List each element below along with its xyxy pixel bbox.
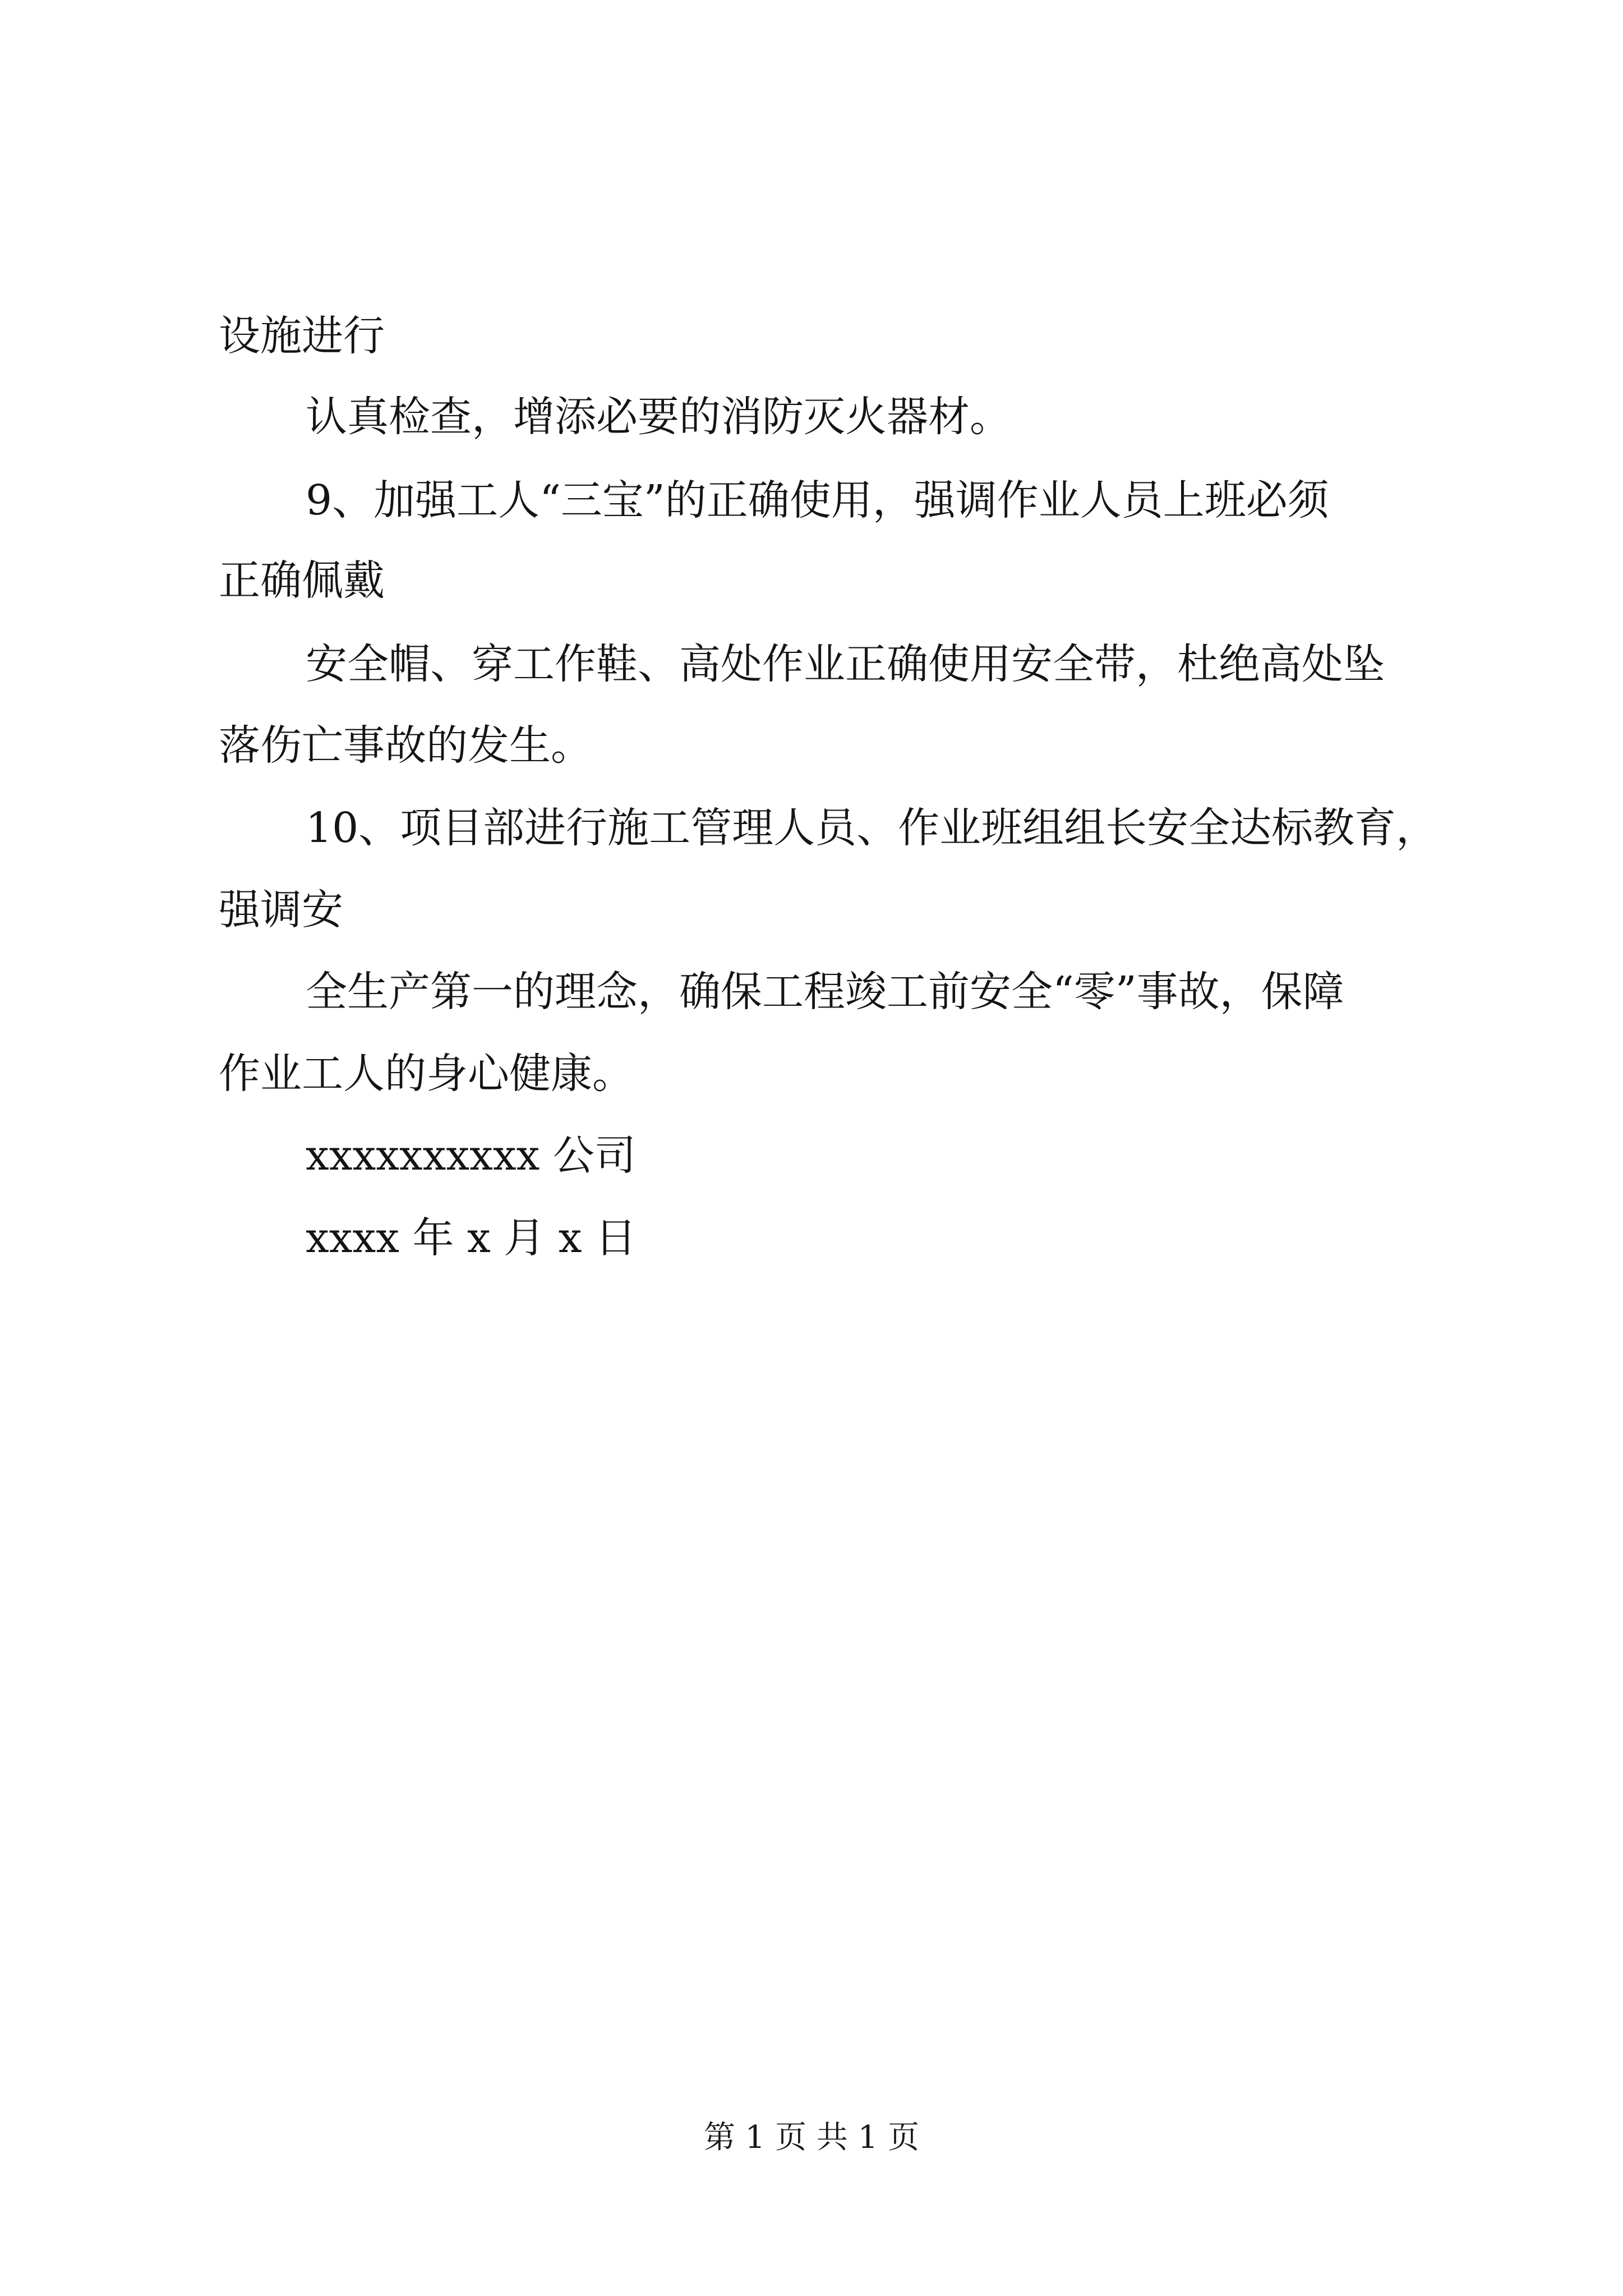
signature-company: xxxxxxxxxx 公司 — [306, 1131, 636, 1180]
paragraph-line: 正确佩戴 — [219, 556, 385, 605]
paragraph-line: 全生产第一的理念，确保工程竣工前安全“零”事故，保障 — [306, 968, 1344, 1016]
paragraph-line: 落伤亡事故的发生。 — [219, 721, 592, 770]
paragraph-line: 10、项目部进行施工管理人员、作业班组组长安全达标教育， — [306, 804, 1438, 852]
page-number-footer: 第 1 页 共 1 页 — [703, 2119, 920, 2156]
paragraph-line: 9、加强工人“三宝”的正确使用，强调作业人员上班必须 — [306, 476, 1329, 524]
signature-date: xxxx 年 x 月 x 日 — [306, 1214, 637, 1262]
paragraph-line: 设施进行 — [219, 312, 385, 360]
paragraph-line: 认真检查，增添必要的消防灭火器材。 — [306, 393, 1011, 441]
paragraph-line: 安全帽、穿工作鞋、高处作业正确使用安全带，杜绝高处坠 — [306, 640, 1385, 688]
paragraph-line: 作业工人的身心健康。 — [219, 1050, 634, 1098]
paragraph-line: 强调安 — [219, 886, 343, 934]
